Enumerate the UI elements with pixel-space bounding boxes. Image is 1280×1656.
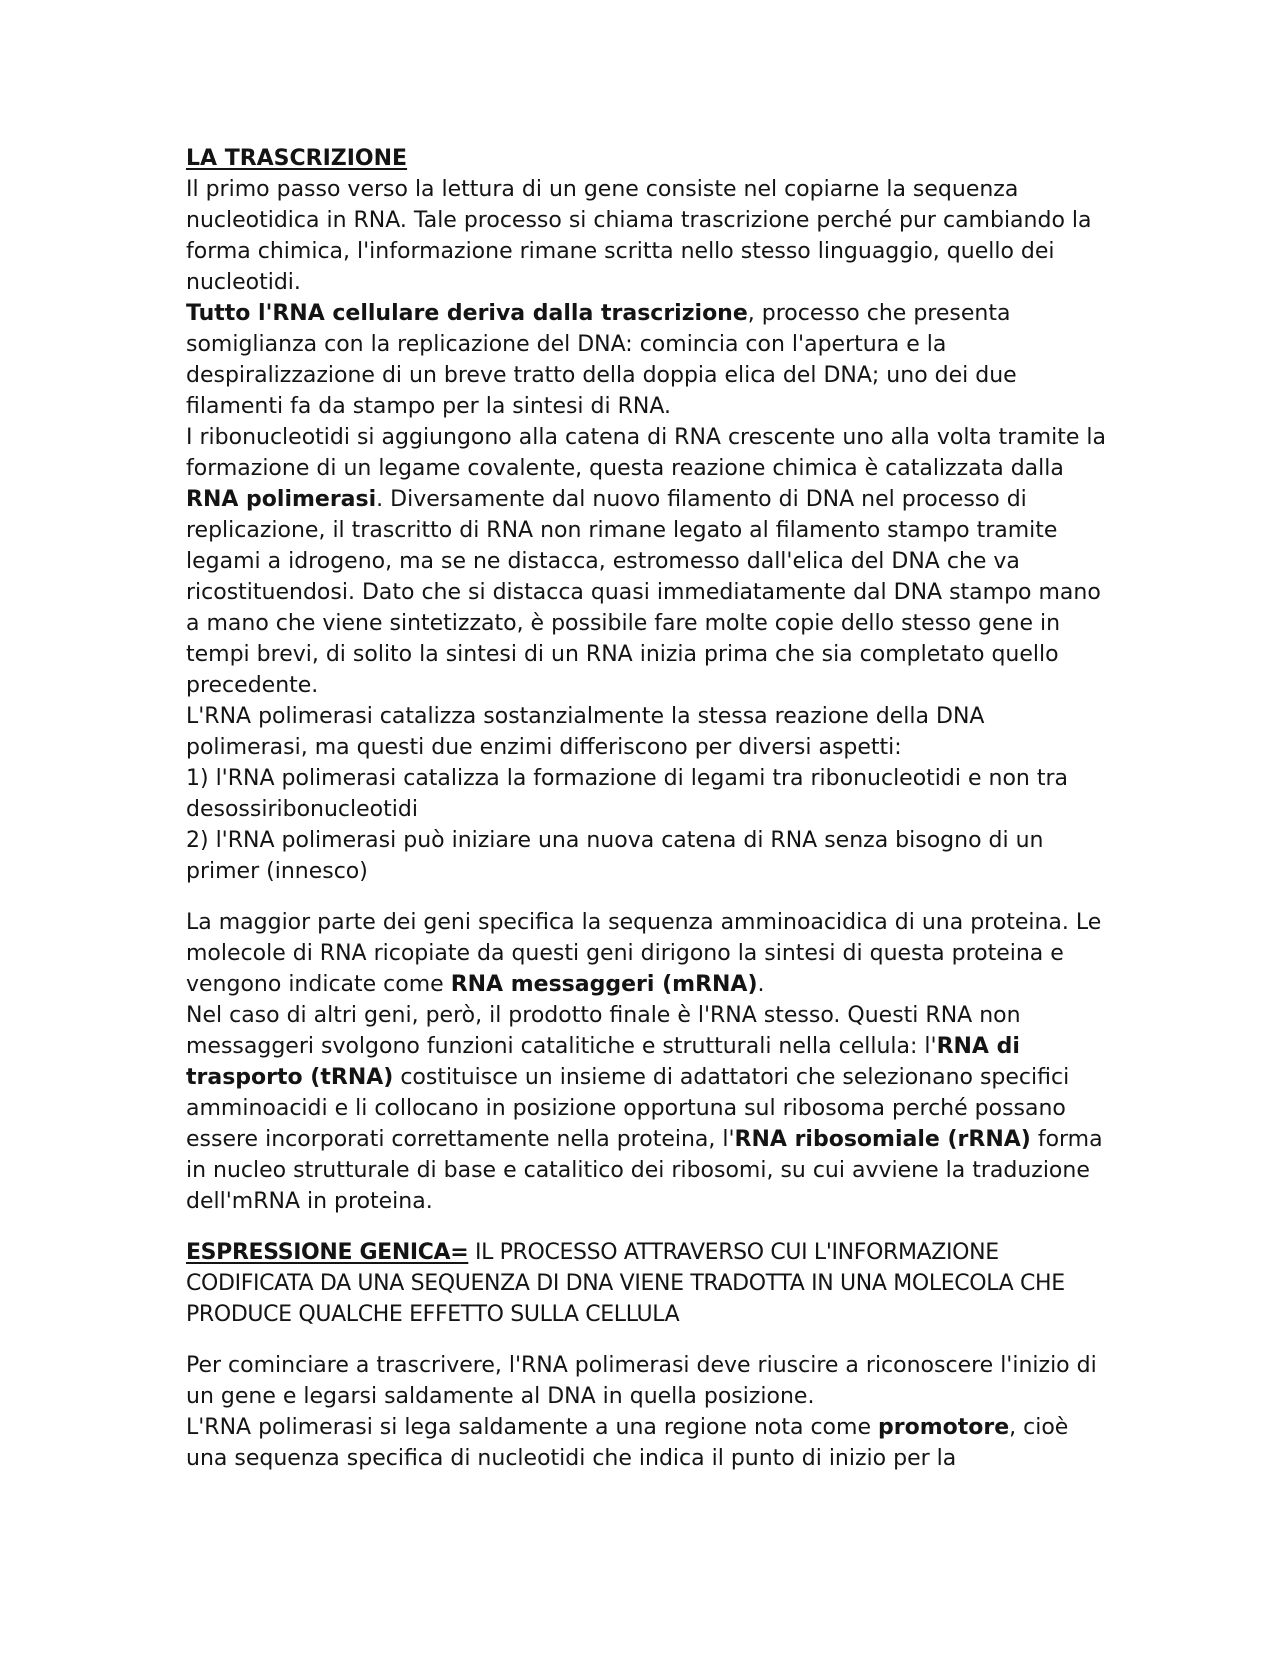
paragraph-gene-expression: [186, 1237, 1106, 1330]
paragraph-promoter: [186, 1412, 1106, 1474]
paragraph-text: costituisce un insieme di adattatori che selezionano specifici amminoacidi e li collocano in posizione opportuna sul ribosoma perché possano essere incorporati correttamente nella proteina, l': [186, 1065, 1070, 1152]
paragraph-text: . Diversamente dal nuovo filamento di DNA nel processo di replicazione, il trascritto di RNA non rimane legato al filamento stampo tramite legami a idrogeno, ma se ne distacca, estromesso dall'elica del DNA che va ricostituendosi. Dato che si distacca quasi immediatamente dal DNA stampo mano a mano che viene sintetizzato, è possibile fare molte copie dello stesso gene in tempi brevi, di solito la sintesi di un RNA inizia prima che sia completato quello precedente.: [186, 487, 1101, 698]
paragraph-text: forma in nucleo strutturale di base e catalitico dei ribosomi, su cui avviene la traduzione dell'mRNA in proteina.: [186, 1127, 1103, 1214]
list-item-2: 2) l'RNA polimerasi può iniziare una nuova catena di RNA senza bisogno di un primer (innesco): [186, 828, 1044, 884]
paragraph-text: .: [757, 972, 765, 997]
page-title: LA TRASCRIZIONE: [186, 146, 408, 171]
bold-term: RNA di trasporto (tRNA): [186, 1034, 1020, 1090]
paragraph-text: La maggior parte dei geni specifica la sequenza amminoacidica di una proteina. Le molecole di RNA ricopiate da questi geni dirigono la sintesi di questa proteina e vengono indicate come: [186, 910, 1102, 997]
bold-term: RNA messaggeri (mRNA): [450, 972, 758, 997]
paragraph-text: I ribonucleotidi si aggiungono alla catena di RNA crescente uno alla volta tramite la formazione di un legame covalente, questa reazione chimica è catalizzata dalla: [186, 425, 1106, 481]
paragraph-text: L'RNA polimerasi si lega saldamente a una regione nota come: [186, 1415, 878, 1440]
paragraph-text: , processo che presenta somiglianza con la replicazione del DNA: comincia con l'apertura e la despiralizzazione di un breve tratto della doppia elica del DNA; uno dei due filamenti fa da stampo per la sintesi di RNA.: [186, 301, 1017, 419]
paragraph-ribonucleotides: [186, 422, 1106, 701]
bold-term: promotore: [877, 1415, 1010, 1440]
list-item-1: 1) l'RNA polimerasi catalizza la formazione di legami tra ribonucleotidi e non tra desossiribonucleotidi: [186, 766, 1069, 822]
bold-phrase: Tutto l'RNA cellulare deriva dalla trascrizione: [186, 301, 748, 326]
bold-term: RNA ribosomiale (rRNA): [734, 1127, 1031, 1152]
document-page: [186, 143, 1106, 1474]
paragraph-start-transcription: Per cominciare a trascrivere, l'RNA polimerasi deve riuscire a riconoscere l'inizio di un gene e legarsi saldamente al DNA in quella posizione.: [186, 1353, 1097, 1409]
definition-label: ESPRESSIONE GENICA=: [186, 1240, 469, 1265]
paragraph-text: , cioè una sequenza specifica di nucleotidi che indica il punto di inizio per la: [186, 1415, 1069, 1471]
bold-term: RNA polimerasi: [186, 487, 377, 512]
definition-text: IL PROCESSO ATTRAVERSO CUI L'INFORMAZIONE CODIFICATA DA UNA SEQUENZA DI DNA VIENE TRADOTTA IN UNA MOLECOLA CHE PRODUCE QUALCHE EFFETTO SULLA CELLULA: [186, 1240, 1065, 1327]
paragraph-intro: Il primo passo verso la lettura di un gene consiste nel copiarne la sequenza nucleotidica in RNA. Tale processo si chiama trascrizione perché pur cambiando la forma chimica, l'informazione rimane scritta nello stesso linguaggio, quello dei nucleotidi.: [186, 177, 1092, 295]
paragraph-mrna: [186, 907, 1106, 1000]
paragraph-text: Nel caso di altri geni, però, il prodotto finale è l'RNA stesso. Questi RNA non messaggeri svolgono funzioni catalitiche e strutturali nella cellula: l': [186, 1003, 1021, 1059]
paragraph-polymerase: L'RNA polimerasi catalizza sostanzialmente la stessa reazione della DNA polimerasi, ma questi due enzimi differiscono per diversi aspetti:: [186, 704, 985, 760]
paragraph-transcription: [186, 298, 1106, 422]
paragraph-non-messenger: [186, 1000, 1106, 1217]
